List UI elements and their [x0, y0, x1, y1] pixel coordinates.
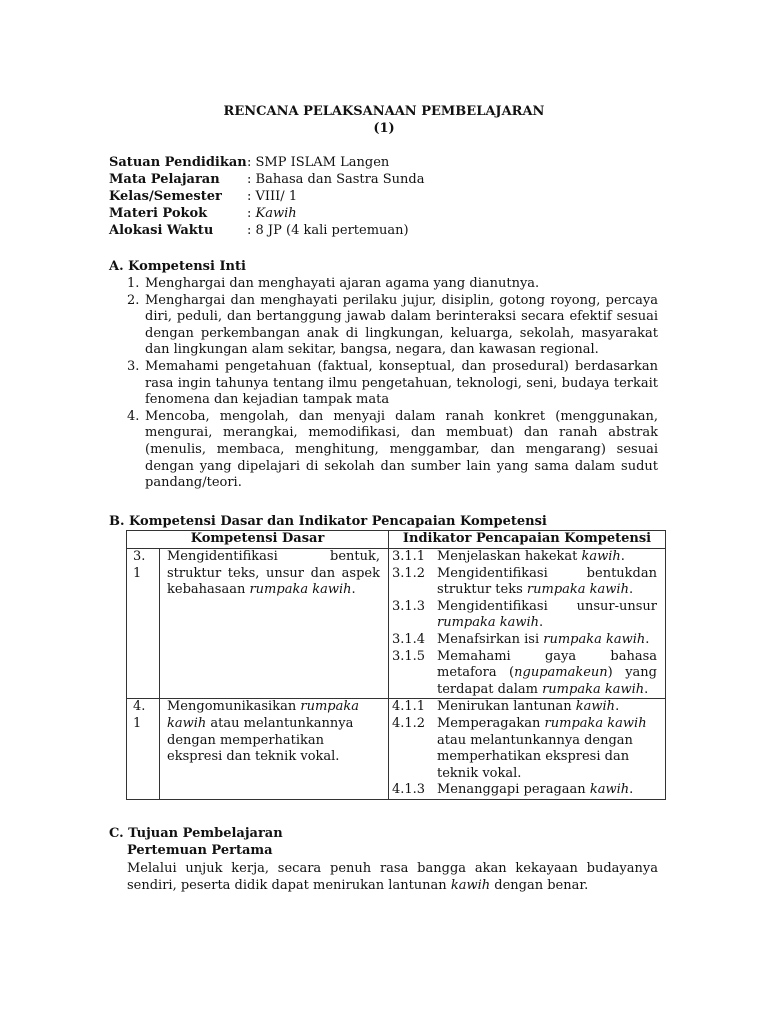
indicator-text-part: . [615, 699, 620, 715]
kd-text [160, 699, 389, 800]
indicator-text-part: . [645, 631, 650, 647]
indicator-text-part: Memahami gaya bahasa metafora ( [437, 648, 657, 681]
list-item-number: 4. [127, 408, 140, 424]
indicator-text-part: . [628, 582, 634, 598]
indicator-text [437, 632, 665, 649]
indicator-text-part: ) yang terdapat dalam [437, 665, 657, 697]
identity-label: Alokasi Waktu [109, 223, 214, 238]
paragraph [127, 861, 658, 894]
kd-number: 3. 1 [127, 549, 160, 699]
indicator-item [389, 566, 665, 599]
indicator-item [389, 716, 665, 782]
competency-table [126, 530, 666, 800]
list-item [127, 293, 658, 359]
indicator-item [389, 632, 665, 649]
indicator-item [389, 599, 665, 632]
indicator-cell [389, 699, 666, 800]
list-item [127, 359, 658, 409]
indicator-text-italic: rumpaka kawih [542, 681, 645, 697]
paragraph-text: dengan benar. [490, 877, 589, 893]
table-row [127, 699, 666, 800]
indicator-text [437, 549, 665, 566]
list-item-text: Menghargai dan menghayati perilaku jujur, disiplin, gotong royong, percaya diri, peduli, dan bertanggung jawab dalam berinteraksi secara efektif sesuai dengan perkembangan anak di lingkungan, keluarga, sekolah, masyarakat dan lingkungan alam sekitar, bangsa, negara, dan kawasan regional. [145, 292, 658, 358]
indicator-item [389, 549, 665, 566]
indicator-text-part: Menafsirkan isi [437, 631, 544, 647]
indicator-number: 3.1.4 [392, 631, 426, 647]
indicator-text [437, 699, 665, 716]
indicator-item [389, 782, 665, 799]
identity-value: : 8 JP (4 kali pertemuan) [247, 223, 409, 238]
indicator-text [437, 649, 665, 699]
indicator-text-italic: rumpaka kawih [437, 615, 540, 631]
list-item-number: 3. [127, 358, 140, 374]
section-b-heading: B. Kompetensi Dasar dan Indikator Pencapaian Kompetensi [109, 514, 547, 529]
document-title: RENCANA PELAKSANAAN PEMBELAJARAN [223, 104, 545, 119]
identity-row [109, 171, 424, 188]
list-item-text: Mencoba, mengolah, dan menyaji dalam ranah konkret (menggunakan, mengurai, merangkai, memodifikasi, dan membuat) dan ranah abstrak (menulis, membaca, menghitung, menggambar, dan mengarang) sesuai dengan yang dipelajari di sekolah dan sumber lain yang sama dalam sudut pandang/teori. [145, 408, 658, 491]
identity-value: : Bahasa dan Sastra Sunda [247, 172, 425, 187]
identity-row [109, 205, 424, 222]
indicator-text-part: . [644, 681, 649, 697]
indicator-text-part: Mengidentifikasi bentukdan struktur teks [437, 565, 657, 598]
document-title-number: (1) [373, 121, 395, 136]
tujuan-paragraph [127, 861, 658, 894]
indicator-text-part: Menanggapi peragaan [437, 782, 590, 798]
identity-label: Materi Pokok [109, 206, 208, 221]
section-a-heading: A. Kompetensi Inti [109, 259, 246, 274]
identity-label: Mata Pelajaran [109, 172, 220, 187]
indicator-number: 4.1.3 [392, 782, 426, 798]
indicator-text [437, 716, 665, 782]
kompetensi-inti-list [127, 276, 658, 492]
indicator-text-italic: rumpaka kawih [544, 715, 647, 731]
indicator-cell [389, 549, 666, 699]
indicator-text-part: Menjelaskan hakekat [437, 549, 582, 564]
list-item-text: Memahami pengetahuan (faktual, konseptual, dan prosedural) berdasarkan rasa ingin tahunya tentang ilmu pengetahuan, teknologi, seni, budaya terkait fenomena dan kejadian tampak mata [145, 358, 658, 408]
indicator-number: 4.1.2 [392, 715, 426, 731]
kd-text-part: atau melantunkannya dengan memperhatikan ekspresi dan teknik vokal. [167, 715, 354, 765]
indicator-number: 4.1.1 [392, 699, 426, 715]
kd-text-part: . [351, 582, 356, 598]
kd-text-part: Mengomunikasikan [167, 699, 301, 715]
identity-value: : VIII/ 1 [247, 189, 298, 204]
indicator-text-part: . [539, 615, 544, 631]
indicator-text-italic: rumpaka kawih [526, 582, 629, 598]
kd-number: 4. 1 [127, 699, 160, 800]
kd-text-italic: rumpaka kawih [249, 582, 352, 598]
indicator-text [437, 566, 665, 599]
indicator-text-italic: ngupamakeun [514, 665, 608, 681]
paragraph-text-italic: kawih [450, 877, 491, 893]
column-header-indicator: Indikator Pencapaian Kompetensi [389, 531, 666, 549]
indicator-text [437, 782, 665, 799]
section-c-subheading: Pertemuan Pertama [127, 843, 273, 858]
indicator-text-italic: kawih [575, 699, 616, 715]
indicator-number: 3.1.5 [392, 648, 426, 664]
indicator-item [389, 649, 665, 699]
identity-row [109, 188, 424, 205]
indicator-text-part: atau melantunkannya dengan memperhatikan ekspresi dan teknik vokal. [437, 732, 633, 781]
indicator-text-italic: kawih [581, 549, 621, 564]
identity-label: Kelas/Semester [109, 189, 222, 204]
identity-value: : [247, 206, 256, 221]
indicator-number: 3.1.3 [392, 598, 426, 614]
list-item-number: 1. [127, 276, 140, 291]
table-row [127, 549, 666, 699]
identity-label: Satuan Pendidikan [109, 155, 247, 170]
indicator-text-part: Menirukan lantunan [437, 699, 576, 715]
list-item-text: Menghargai dan menghayati ajaran agama yang dianutnya. [145, 276, 540, 291]
indicator-number: 3.1.2 [392, 565, 426, 581]
list-item-number: 2. [127, 292, 140, 308]
indicator-item [389, 699, 665, 716]
indicator-number: 3.1.1 [392, 549, 426, 564]
indicator-text-part: Memperagakan [437, 715, 545, 731]
kd-text [160, 549, 389, 699]
list-item [127, 276, 658, 293]
indicator-text-part: Mengidentifikasi unsur-unsur [437, 598, 657, 614]
column-header-kd: Kompetensi Dasar [127, 531, 389, 549]
indicator-text-italic: kawih [589, 782, 630, 798]
identity-row [109, 154, 424, 171]
paragraph-text: Melalui unjuk kerja, secara penuh rasa bangga akan kekayaan budayanya sendiri, peserta didik dapat menirukan lantunan [127, 861, 658, 893]
identity-value: : SMP ISLAM Langen [247, 155, 390, 170]
identity-value-italic: Kawih [255, 206, 297, 221]
indicator-text-part: . [620, 549, 625, 564]
indicator-text-italic: rumpaka kawih [543, 631, 646, 647]
list-item [127, 409, 658, 492]
indicator-text-part: . [629, 782, 634, 798]
kd-text-part: Mengidentifikasi bentuk, struktur teks, unsur dan aspek kebahasaan [167, 549, 380, 598]
identity-row [109, 222, 424, 239]
kd-text-italic: rumpaka kawih [167, 699, 359, 731]
section-c-heading: C. Tujuan Pembelajaran [109, 826, 283, 841]
identity-block [109, 154, 424, 239]
indicator-text [437, 599, 665, 632]
table-header-row [127, 531, 666, 549]
